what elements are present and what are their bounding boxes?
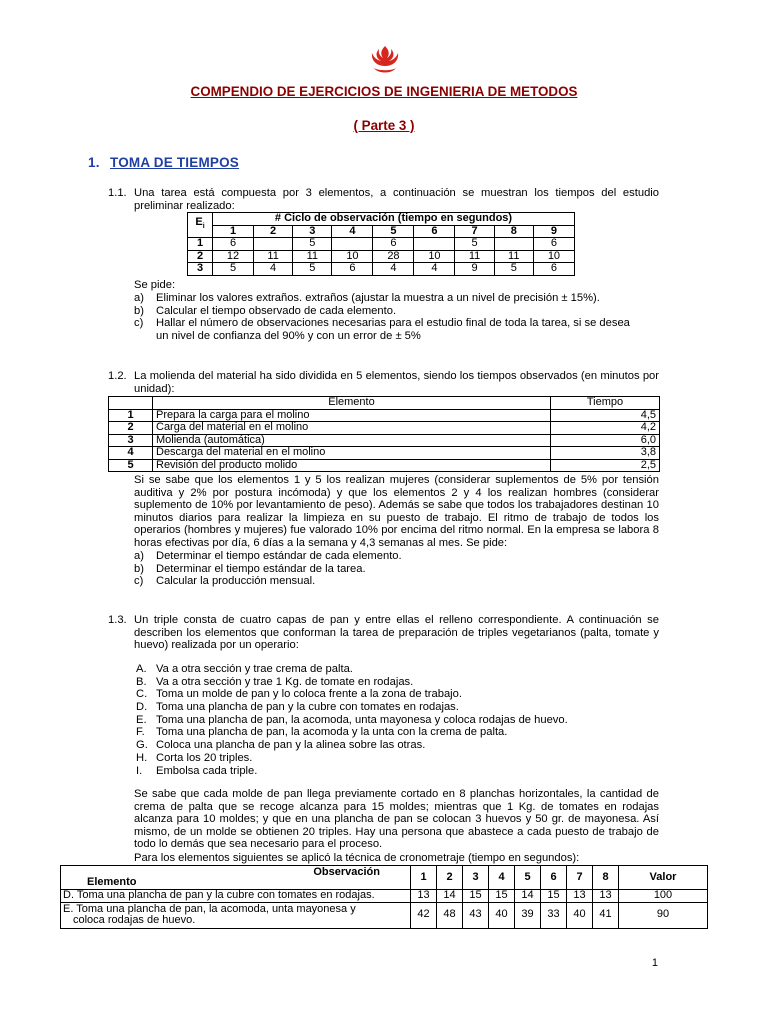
header-value: Valor — [619, 866, 708, 890]
cycle-header: 4 — [332, 225, 373, 238]
list-text: Toma un molde de pan y lo coloca frente a la zona de trabajo. — [156, 688, 462, 701]
time-cell: 15 — [463, 890, 489, 903]
time-cell: 10 — [332, 250, 373, 263]
list-text: Calcular la producción mensual. — [156, 575, 316, 588]
list-text: un nivel de confianza del 90% y con un error de ± 5% — [156, 330, 421, 343]
list-text: Hallar el número de observaciones necesarias para el estudio final de toda la tarea, si se desea — [156, 317, 630, 330]
element-number: 1 — [109, 409, 153, 422]
table-row — [109, 434, 660, 447]
list-text: Toma una plancha de pan y la cubre con tomates en rodajas. — [156, 701, 459, 714]
elements-list — [136, 663, 656, 777]
table-row — [109, 409, 660, 422]
element-label: 3 — [188, 263, 213, 276]
time-cell: 6 — [533, 263, 574, 276]
time-cell: 5 — [293, 263, 332, 276]
cycle-header: 7 — [455, 225, 494, 238]
cycle-header: 3 — [293, 225, 332, 238]
time-cell: 13 — [593, 890, 619, 903]
table-row — [109, 447, 660, 460]
university-logo-icon — [368, 44, 402, 78]
list-marker: c) — [134, 575, 144, 588]
list-text: Toma una plancha de pan, la acomoda, unta mayonesa y coloca rodajas de huevo. — [156, 713, 568, 726]
page-number: 1 — [651, 957, 658, 969]
list-item — [136, 765, 656, 778]
exercise-number: 1.2. — [108, 370, 127, 382]
cycle-header: 8 — [494, 225, 533, 238]
time-cell — [494, 238, 533, 251]
time-cell: 39 — [515, 902, 541, 928]
time-cell — [332, 238, 373, 251]
element-label: 2 — [188, 250, 213, 263]
time-cell: 42 — [411, 902, 437, 928]
observation-header: 3 — [463, 866, 489, 890]
element-name: Revisión del producto molido — [153, 459, 551, 472]
row-element — [61, 902, 411, 928]
diagonal-header — [61, 866, 411, 890]
list-text: Determinar el tiempo estándar de cada elemento. — [156, 550, 402, 562]
list-text: Toma una plancha de pan, la acomoda y la unta con la crema de palta. — [156, 726, 508, 739]
task-list — [134, 550, 659, 588]
time-cell: 12 — [213, 250, 254, 263]
element-label: 1 — [188, 238, 213, 251]
row-element-line2: coloca rodajas de huevo. — [73, 914, 196, 926]
time-cell: 13 — [411, 890, 437, 903]
list-marker: H. — [136, 751, 148, 764]
list-item — [136, 726, 656, 739]
blank-header — [109, 397, 153, 410]
list-text: Va a otra sección y trae 1 Kg. de tomate en rodajas. — [156, 675, 414, 688]
section-heading — [88, 157, 239, 170]
list-item — [134, 305, 659, 318]
exercise-number: 1.3. — [108, 614, 127, 626]
exercise-text: Un triple consta de cuatro capas de pan y entre ellas el relleno correspondiente. A continuación se describen los elementos que conforman la tarea de preparación de triples vegetarianos (palta, tomate y huevo) realizada por un operario: — [134, 614, 659, 652]
time-cell: 6 — [332, 263, 373, 276]
header-element: Elemento — [153, 397, 551, 410]
row-element-line1: E. Toma una plancha de pan, la acomoda, unta mayonesa y — [63, 902, 356, 915]
element-name: Carga del material en el molino — [153, 422, 551, 435]
list-marker: D. — [136, 701, 148, 714]
element-time: 6,0 — [551, 434, 660, 447]
list-marker: b) — [134, 304, 144, 317]
ask-label: Se pide: — [134, 279, 176, 291]
page-subtitle: ( Parte 3 ) — [353, 118, 415, 133]
corner-cell: $E_i$ — [188, 213, 213, 238]
time-cell: 6 — [373, 238, 414, 251]
element-number: 4 — [109, 447, 153, 460]
list-item — [134, 330, 659, 343]
list-item — [134, 292, 659, 305]
time-cell: 40 — [489, 902, 515, 928]
list-text: Determinar el tiempo estándar de la tarea. — [156, 562, 366, 575]
element-number: 2 — [109, 422, 153, 435]
list-item — [136, 663, 656, 676]
list-marker: a) — [134, 292, 144, 304]
time-cell: 5 — [455, 238, 494, 251]
time-cell: 11 — [293, 250, 332, 263]
list-item — [136, 688, 656, 701]
table-row — [188, 238, 575, 251]
observation-header: 6 — [541, 866, 567, 890]
table-row — [109, 459, 660, 472]
table-row — [188, 263, 575, 276]
time-cell: 5 — [494, 263, 533, 276]
cycle-header: 5 — [373, 225, 414, 238]
list-marker: b) — [134, 562, 144, 575]
group-header: # Ciclo de observación (tiempo en segundos) — [213, 213, 575, 226]
list-marker: I. — [136, 764, 143, 777]
exercise-text-2: Si se sabe que los elementos 1 y 5 los realizan mujeres (considerar suplementos de 5% por tensión auditiva y 2% por postura incómoda) y que los elementos 2 y 4 los realizan hombres (considerar suplemento de 10% por levantamiento de peso). Además se sabe que todos los trabajadores destinan 10 minutos diarios para realizar la limpieza en su puesto de trabajo. El ritmo de trabajo de todos los operarios (hombres y mujeres) fue valorado 10% por encima del ritmo normal. En la empresa se labora 8 horas efectivas por día, 6 días a la semana y 4,3 semanas al mes. Se pide: — [134, 474, 659, 549]
observation-header: 1 — [411, 866, 437, 890]
table-row — [188, 250, 575, 263]
list-text: Eliminar los valores extraños. extraños (ajustar la muestra a un nivel de precisión ± 15%). — [156, 292, 600, 304]
exercise-text: La molienda del material ha sido dividida en 5 elementos, siendo los tiempos observados (en minutos por unidad): — [134, 370, 659, 395]
page-title: COMPENDIO DE EJERCICIOS DE INGENIERIA DE METODOS — [190, 84, 578, 99]
time-cell: 33 — [541, 902, 567, 928]
time-cell: 11 — [455, 250, 494, 263]
list-item — [134, 563, 659, 576]
element-time: 2,5 — [551, 459, 660, 472]
time-cell: 48 — [437, 902, 463, 928]
cycle-header: 2 — [254, 225, 293, 238]
cycle-header: 1 — [213, 225, 254, 238]
time-cell: 41 — [593, 902, 619, 928]
time-cell: 14 — [515, 890, 541, 903]
list-marker: G. — [136, 739, 148, 752]
list-text: Coloca una plancha de pan y la alinea sobre las otras. — [156, 739, 426, 752]
time-cell: 15 — [541, 890, 567, 903]
element-name: Descarga del material en el molino — [153, 447, 551, 460]
time-cell: 5 — [213, 263, 254, 276]
element-name: Prepara la carga para el molino — [153, 409, 551, 422]
list-text: Calcular el tiempo observado de cada elemento. — [156, 304, 397, 317]
list-marker: E. — [136, 713, 147, 726]
time-cell: 5 — [293, 238, 332, 251]
element-number: 5 — [109, 459, 153, 472]
elements-table — [108, 396, 660, 472]
table-row — [109, 422, 660, 435]
exercise-text-2: Se sabe que cada molde de pan llega previamente cortado en 8 planchas horizontales, la cantidad de crema de palta que se recoge alcanza para 15 moldes; mientras que 1 Kg. de tomates en rodajas alcanza para 10 moldes; y que en una plancha de pan se colocan 3 huevos y 50 gr. de mayonesa. Así mismo, de un molde se obtienen 20 triples. Hay una persona que abastece a cada puesto de trabajo de todo lo demás que sea necesario para el proceso. — [134, 788, 659, 851]
list-marker: C. — [136, 688, 148, 701]
element-name: Molienda (automática) — [153, 434, 551, 447]
element-time: 4,2 — [551, 422, 660, 435]
time-cell: 6 — [213, 238, 254, 251]
exercise-text: Una tarea está compuesta por 3 elementos, a continuación se muestran los tiempos del estudio preliminar realizado: — [134, 187, 659, 212]
time-cell — [254, 238, 293, 251]
time-cell: 9 — [455, 263, 494, 276]
list-text: Corta los 20 triples. — [156, 751, 253, 764]
time-cell: 43 — [463, 902, 489, 928]
time-cell: 13 — [567, 890, 593, 903]
row-element: D. Toma una plancha de pan y la cubre con tomates en rodajas. — [61, 890, 411, 903]
observation-table — [187, 212, 575, 276]
time-cell: 10 — [533, 250, 574, 263]
list-item — [136, 739, 656, 752]
section-number: 1. — [88, 155, 100, 170]
header-element: Elemento — [87, 875, 137, 888]
time-cell: 4 — [414, 263, 455, 276]
list-marker: B. — [136, 675, 147, 688]
time-cell: 11 — [494, 250, 533, 263]
time-cell: 10 — [414, 250, 455, 263]
time-cell: 6 — [533, 238, 574, 251]
list-marker: c) — [134, 317, 144, 330]
header-observation: Observación — [313, 866, 380, 878]
row-value: 90 — [619, 902, 708, 928]
list-item — [136, 701, 656, 714]
time-cell — [414, 238, 455, 251]
cycle-header: 6 — [414, 225, 455, 238]
time-cell: 15 — [489, 890, 515, 903]
task-list — [134, 292, 659, 343]
time-cell: 14 — [437, 890, 463, 903]
cycle-header: 9 — [533, 225, 574, 238]
observation-header: 2 — [437, 866, 463, 890]
observation-header: 8 — [593, 866, 619, 890]
header-time: Tiempo — [551, 397, 660, 410]
time-cell: 4 — [254, 263, 293, 276]
list-item — [134, 317, 659, 330]
time-cell: 11 — [254, 250, 293, 263]
element-time: 3,8 — [551, 447, 660, 460]
list-item — [134, 550, 659, 563]
section-title: TOMA DE TIEMPOS — [110, 155, 240, 170]
observation-header: 7 — [567, 866, 593, 890]
list-text: Embolsa cada triple. — [156, 764, 258, 777]
time-cell: 28 — [373, 250, 414, 263]
exercise-number: 1.1. — [108, 187, 127, 199]
element-number: 3 — [109, 434, 153, 447]
row-value: 100 — [619, 890, 708, 903]
list-item — [136, 752, 656, 765]
list-item — [136, 714, 656, 727]
list-marker: F. — [136, 726, 145, 739]
exercise-text-3: Para los elementos siguientes se aplicó la técnica de cronometraje (tiempo en segundos): — [134, 852, 580, 864]
observation-header: 5 — [515, 866, 541, 890]
list-marker: a) — [134, 550, 144, 562]
list-item — [134, 575, 659, 588]
timing-table — [60, 865, 708, 929]
observation-header: 4 — [489, 866, 515, 890]
list-text: Va a otra sección y trae crema de palta. — [156, 663, 353, 675]
list-item — [136, 676, 656, 689]
list-marker: A. — [136, 663, 147, 675]
element-time: 4,5 — [551, 409, 660, 422]
time-cell: 40 — [567, 902, 593, 928]
time-cell: 4 — [373, 263, 414, 276]
